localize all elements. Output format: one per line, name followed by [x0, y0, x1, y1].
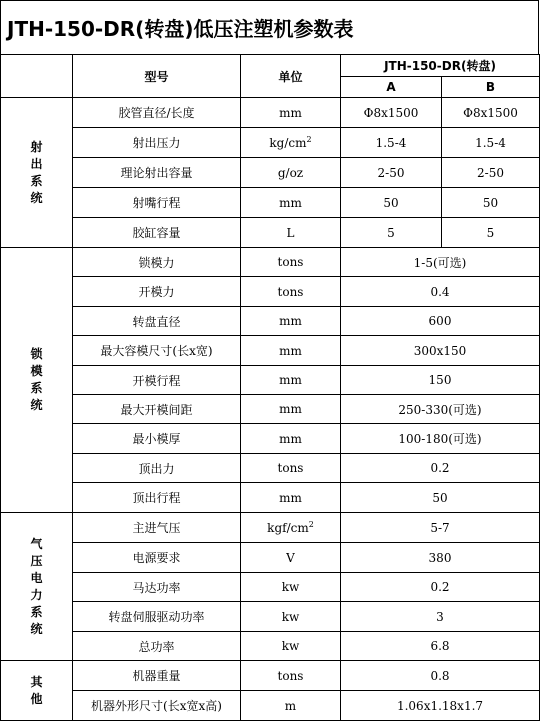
param-b: 2-50 [442, 158, 540, 188]
param-name: 理论射出容量 [73, 158, 241, 188]
param-unit: tons [241, 661, 341, 691]
param-unit: mm [241, 98, 341, 128]
param-value: 250-330(可选) [341, 395, 540, 424]
table-row [1, 277, 540, 307]
param-a: 1.5-4 [341, 128, 442, 158]
param-name: 最小模厚 [73, 424, 241, 454]
param-unit: kw [241, 573, 341, 602]
param-b: 50 [442, 188, 540, 218]
param-a: 50 [341, 188, 442, 218]
param-value: 0.2 [341, 573, 540, 602]
param-name: 电源要求 [73, 543, 241, 573]
table-row [1, 128, 540, 158]
param-name: 机器外形尺寸(长x宽x高) [73, 691, 241, 721]
table-row [1, 483, 540, 513]
param-name: 顶出行程 [73, 483, 241, 513]
param-unit: g/oz [241, 158, 341, 188]
param-a: Φ8x1500 [341, 98, 442, 128]
param-value: 0.2 [341, 454, 540, 483]
table-row [1, 395, 540, 424]
param-name: 胶缸容量 [73, 218, 241, 248]
table-row [1, 336, 540, 366]
table-row [1, 158, 540, 188]
param-unit: V [241, 543, 341, 573]
param-name: 转盘直径 [73, 307, 241, 336]
param-unit: $kg/cm^2$ [241, 128, 341, 158]
table-row [1, 424, 540, 454]
header-unit: 单位 [241, 55, 341, 98]
table-row [1, 513, 540, 543]
param-name: 射出压力 [73, 128, 241, 158]
section-other-label: 其 他 [1, 661, 73, 721]
table-row [1, 661, 540, 691]
param-unit: tons [241, 277, 341, 307]
table-row [1, 454, 540, 483]
param-unit: mm [241, 188, 341, 218]
param-unit: mm [241, 483, 341, 513]
param-name: 机器重量 [73, 661, 241, 691]
table-row [1, 573, 540, 602]
param-value: 50 [341, 483, 540, 513]
table-row [1, 543, 540, 573]
param-value: 600 [341, 307, 540, 336]
table-row [1, 188, 540, 218]
param-value: 6.8 [341, 632, 540, 661]
param-name: 射嘴行程 [73, 188, 241, 218]
param-value: 1.06x1.18x1.7 [341, 691, 540, 721]
param-value: 3 [341, 602, 540, 632]
page-title: JTH-150-DR(转盘)低压注塑机参数表 [0, 0, 539, 54]
param-unit: mm [241, 366, 341, 395]
param-unit: m [241, 691, 341, 721]
param-unit: mm [241, 395, 341, 424]
param-name: 开模力 [73, 277, 241, 307]
param-value: 100-180(可选) [341, 424, 540, 454]
header-blank [1, 55, 73, 98]
param-name: 马达功率 [73, 573, 241, 602]
param-unit: mm [241, 424, 341, 454]
header-col-b: B [442, 77, 540, 98]
param-value: 150 [341, 366, 540, 395]
section-clamping-label: 锁 模 系 统 [1, 248, 73, 513]
header-model-name: JTH-150-DR(转盘) [341, 55, 540, 77]
param-unit: kgf/$cm^2$ [241, 513, 341, 543]
table-row [1, 632, 540, 661]
param-name: 胶管直径/长度 [73, 98, 241, 128]
param-name: 最大开模间距 [73, 395, 241, 424]
param-unit: L [241, 218, 341, 248]
param-a: 2-50 [341, 158, 442, 188]
header-col-a: A [341, 77, 442, 98]
param-value: 380 [341, 543, 540, 573]
table-row [1, 602, 540, 632]
param-name: 最大容模尺寸(长x宽) [73, 336, 241, 366]
spec-table [0, 54, 540, 721]
param-name: 顶出力 [73, 454, 241, 483]
param-b: Φ8x1500 [442, 98, 540, 128]
param-value: 1-5(可选) [341, 248, 540, 277]
param-unit: tons [241, 248, 341, 277]
table-row [1, 691, 540, 721]
table-row [1, 98, 540, 128]
param-name: 总功率 [73, 632, 241, 661]
table-row [1, 366, 540, 395]
table-row [1, 248, 540, 277]
param-value: 0.4 [341, 277, 540, 307]
param-value: 5-7 [341, 513, 540, 543]
section-power-label: 气 压 电 力 系 统 [1, 513, 73, 661]
param-name: 开模行程 [73, 366, 241, 395]
param-unit: kw [241, 602, 341, 632]
param-name: 转盘伺服驱动功率 [73, 602, 241, 632]
param-unit: mm [241, 336, 341, 366]
param-value: 0.8 [341, 661, 540, 691]
param-name: 锁模力 [73, 248, 241, 277]
param-name: 主进气压 [73, 513, 241, 543]
param-value: 300x150 [341, 336, 540, 366]
header-model: 型号 [73, 55, 241, 98]
param-a: 5 [341, 218, 442, 248]
param-b: 5 [442, 218, 540, 248]
param-unit: kw [241, 632, 341, 661]
table-row [1, 307, 540, 336]
param-b: 1.5-4 [442, 128, 540, 158]
table-header-row [1, 55, 540, 77]
param-unit: tons [241, 454, 341, 483]
section-injection-label: 射 出 系 统 [1, 98, 73, 248]
param-unit: mm [241, 307, 341, 336]
table-row [1, 218, 540, 248]
